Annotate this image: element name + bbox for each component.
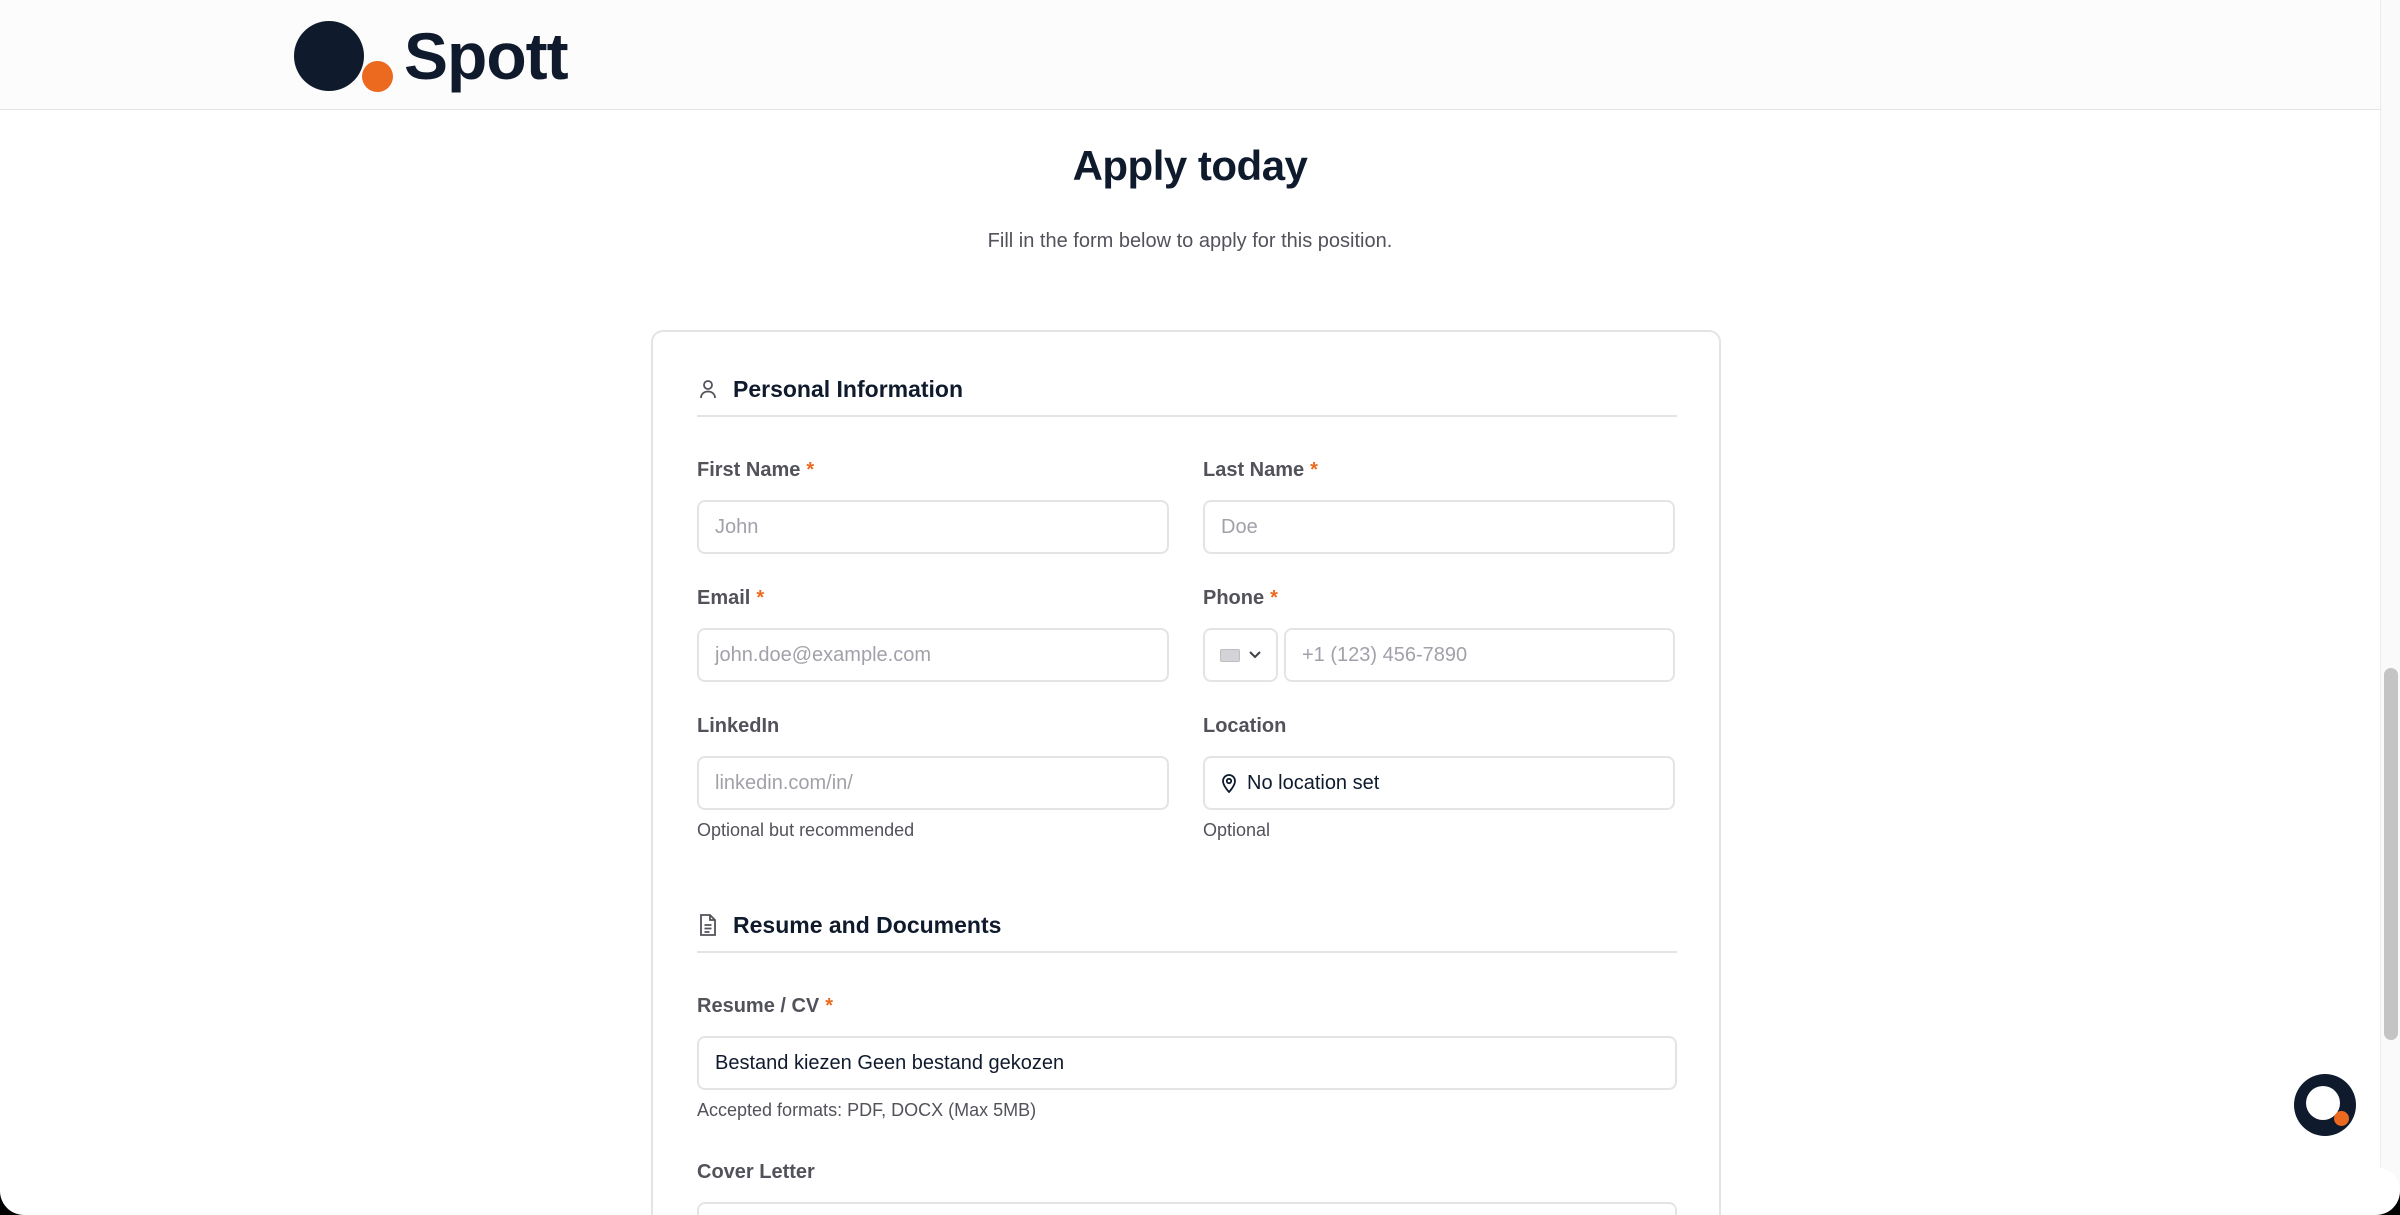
linkedin-input[interactable]: linkedin.com/in/ xyxy=(697,756,1169,810)
personal-info-header xyxy=(697,363,1677,417)
logo-mark-icon xyxy=(294,19,394,93)
section-title: Personal Information xyxy=(733,375,964,402)
spott-logo[interactable] xyxy=(294,16,568,96)
logo-text: Spott xyxy=(404,19,568,93)
required-asterisk: * xyxy=(756,586,765,609)
scrollbar[interactable] xyxy=(2380,0,2400,1215)
phone-label: Phone xyxy=(1203,586,1265,609)
email-field xyxy=(697,584,1169,682)
last-name-field xyxy=(1203,456,1675,554)
cover-letter-field xyxy=(697,1158,1677,1215)
first-name-label: First Name xyxy=(697,458,801,481)
linkedin-field xyxy=(697,712,1169,841)
last-name-label: Last Name xyxy=(1203,458,1305,481)
location-input[interactable]: No location set xyxy=(1203,756,1675,810)
resume-label: Resume / CV xyxy=(697,994,820,1017)
scrollbar-thumb[interactable] xyxy=(2384,668,2398,1040)
chevron-down-icon xyxy=(1248,650,1262,660)
required-asterisk: * xyxy=(825,994,834,1017)
first-name-input[interactable]: John xyxy=(697,500,1169,554)
application-form xyxy=(651,330,1721,1215)
resume-help-text: Accepted formats: PDF, DOCX (Max 5MB) xyxy=(697,1100,1037,1120)
resume-field xyxy=(697,992,1677,1121)
location-field xyxy=(1203,712,1675,841)
required-asterisk: * xyxy=(806,458,815,481)
required-asterisk: * xyxy=(1310,458,1318,481)
document-icon xyxy=(697,914,719,936)
phone-field xyxy=(1203,584,1675,682)
user-icon xyxy=(697,378,719,400)
location-label: Location xyxy=(1203,714,1287,737)
window-corner xyxy=(0,1191,24,1215)
section-title: Resume and Documents xyxy=(733,911,1002,938)
top-header xyxy=(0,0,2380,110)
location-help-text: Optional xyxy=(1203,820,1271,840)
resume-section-header xyxy=(697,899,1677,953)
last-name-input[interactable]: Doe xyxy=(1203,500,1675,554)
phone-input[interactable]: +1 (123) 456-7890 xyxy=(1284,628,1675,682)
flag-icon xyxy=(1220,649,1240,662)
page-subtitle: Fill in the form below to apply for this position. xyxy=(987,230,1393,252)
page-title: Apply today xyxy=(1072,142,1308,189)
resume-file-input[interactable]: Bestand kiezen Geen bestand gekozen xyxy=(697,1036,1677,1090)
first-name-field xyxy=(697,456,1169,554)
country-code-select[interactable] xyxy=(1203,628,1278,682)
linkedin-label: LinkedIn xyxy=(697,714,780,737)
required-asterisk: * xyxy=(1270,586,1278,609)
email-input[interactable]: john.doe@example.com xyxy=(697,628,1169,682)
map-pin-icon xyxy=(1221,773,1237,793)
cover-letter-label: Cover Letter xyxy=(697,1160,815,1183)
linkedin-help-text: Optional but recommended xyxy=(697,820,915,840)
window-corner xyxy=(2376,1191,2400,1215)
chat-widget-button[interactable] xyxy=(2294,1074,2356,1136)
cover-letter-textarea[interactable] xyxy=(697,1202,1677,1215)
email-label: Email xyxy=(697,586,751,609)
